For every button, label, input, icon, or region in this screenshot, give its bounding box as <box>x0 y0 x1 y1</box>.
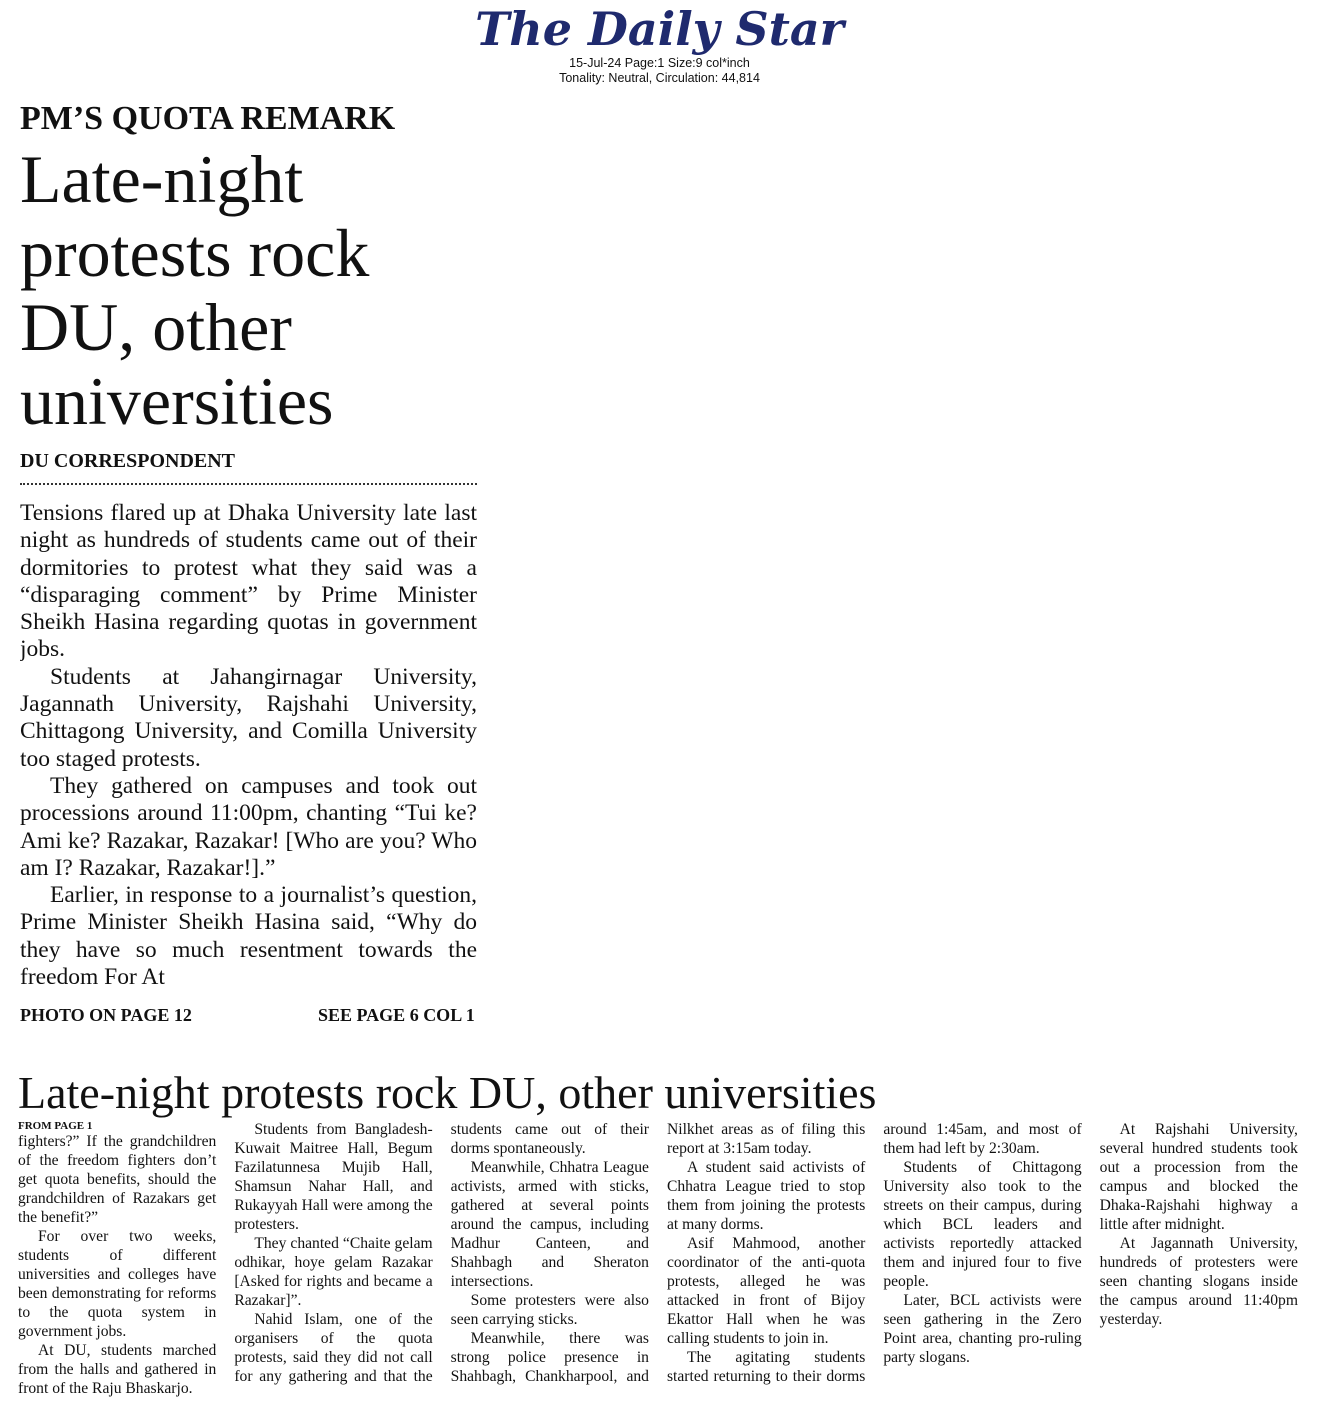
body-paragraph: Nahid Islam, one of the organisers of the quota protests, said they did not call for any gathering and that the students came out of their dorms spontaneously. <box>234 1121 649 1385</box>
continuation-headline: Late-night protests rock DU, other universities <box>18 1067 877 1118</box>
jump-reference: SEE PAGE 6 COL 1 <box>318 1005 475 1025</box>
body-paragraph: At Jagannath University, hundreds of protesters were seen chanting slogans inside the campus around 11:40pm yesterday. <box>1099 1235 1298 1328</box>
body-paragraph: For over two weeks, students of different universities and colleges have been demonstrating for reforms to the quota system in government jobs. <box>18 1228 217 1340</box>
body-paragraph: fighters?” If the grandchildren of the freedom fighters don’t get quota benefits, should the grandchildren of Razakars get the benefit?” <box>18 1133 217 1226</box>
body-paragraph: Asif Mahmood, another coordinator of the anti-quota protests, alleged he was attacked in front of Bijoy Ekattor Hall when he was calling students to join in. <box>666 1235 866 1347</box>
body-paragraph: A student said activists of Chhatra League tried to stop them from joining the protests at many dorms. <box>666 1159 866 1233</box>
body-paragraph: Some protesters were also seen carrying sticks. <box>450 1292 649 1328</box>
lead-paragraph: Tensions flared up at Dhaka University late last night as hundreds of students came out of their dormitories to protest what they said was a “disparaging comment” by Prime Minister Sheikh Hasina regarding quotas in government jobs. <box>20 500 477 663</box>
body-paragraph: Students of Chittagong University also took to the streets on their campus, during which BCL leaders and activists reportedly attacked them and injured four to five people. <box>883 1159 1082 1290</box>
lead-paragraph: Earlier, in response to a journalist’s question, Prime Minister Sheikh Hasina said, “Why do they have so much resentment towards the freedom For At <box>20 882 477 990</box>
from-page-label: FROM PAGE 1 <box>18 1120 93 1132</box>
dotted-divider <box>20 483 477 485</box>
body-paragraph: At Rajshahi University, several hundred students took out a procession from the campus and blocked the Dhaka-Rajshahi highway a little after midnight. <box>1099 1121 1298 1233</box>
body-paragraph: Meanwhile, Chhatra League activists, armed with sticks, gathered at several points around the campus, including Madhur Canteen, and Shahbagh and Sheraton intersections. <box>450 1159 649 1290</box>
clipping-meta-line-1: 15-Jul-24 Page:1 Size:9 col*inch <box>569 56 750 70</box>
article-headline: Late-night protests rock DU, other universities <box>20 141 370 439</box>
masthead <box>0 0 1319 86</box>
body-paragraph: They chanted “Chaite gelam odhikar, hoye gelam Razakar [Asked for rights and became a Razakar]”. <box>234 1235 433 1309</box>
continuation-body <box>18 1120 1298 1400</box>
body-paragraph: At DU, students marched from the halls and gathered in front of the Raju Bhaskarjo. <box>18 1342 217 1397</box>
article-byline: DU CORRESPONDENT <box>20 450 236 472</box>
body-paragraph: The agitating students started returning to their dorms around 1:45am, and most of them had left by 2:30am. <box>666 1121 1082 1385</box>
newspaper-logo: The Daily Star <box>475 2 844 56</box>
article-kicker: PM’S QUOTA REMARK <box>20 100 396 137</box>
lead-paragraph: Students at Jahangirnagar University, Jagannath University, Rajshahi University, Chittagong University, and Comilla University too staged protests. <box>20 663 477 772</box>
clipping-meta-line-2: Tonality: Neutral, Circulation: 44,814 <box>559 71 760 85</box>
body-paragraph: Meanwhile, there was strong police presence in Shahbagh, Chankharpool, and Nilkhet areas as of filing this report at 3:15am today. <box>450 1121 866 1385</box>
body-paragraph: Students from Bangladesh-Kuwait Maitree Hall, Begum Fazilatunnesa Mujib Hall, Shamsun Nahar Hall, and Rukayyah Hall were among the protesters. <box>234 1121 433 1233</box>
article-lead-body <box>20 500 477 990</box>
body-paragraph: Later, BCL activists were seen gathering in the Zero Point area, chanting pro-ruling party slogans. <box>883 1292 1082 1366</box>
photo-reference: PHOTO ON PAGE 12 <box>20 1005 192 1025</box>
lead-paragraph: They gathered on campuses and took out processions around 11:00pm, chanting “Tui ke? Ami ke? Razakar, Razakar! [Who are you? Who am I? Razakar, Razakar!].” <box>20 772 477 881</box>
